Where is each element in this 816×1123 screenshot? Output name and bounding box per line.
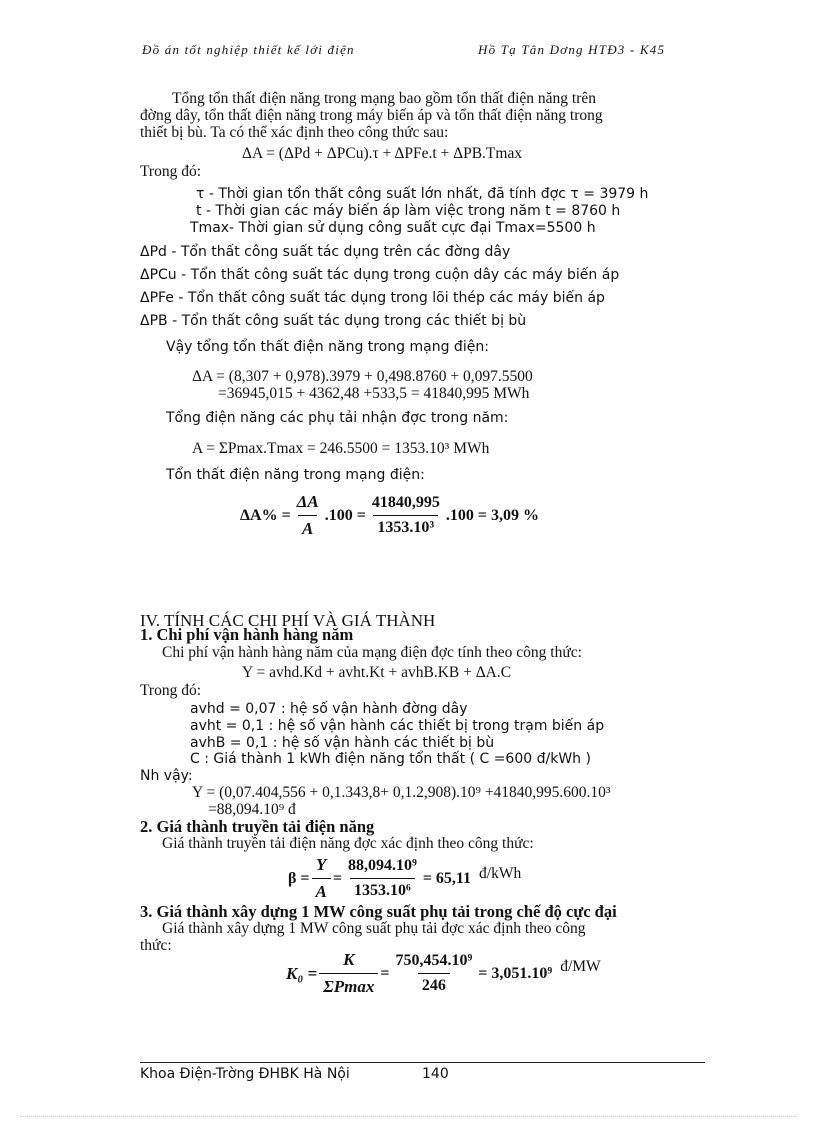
k0-den-2: 246 <box>418 973 450 995</box>
calc-y-line-1: Y = (0,07.404,556 + 0,1.343,8+ 0,1.2,908).10⁹ +41840,995.600.10³ <box>192 784 611 801</box>
beta-den-1: A <box>312 878 331 902</box>
sub1-title: 1. Chi phí vận hành hàng năm <box>140 625 354 644</box>
ton-that-mang-text: Tổn thất điện năng trong mạng điện: <box>166 467 425 483</box>
sub1-text: Chi phí vận hành hàng năm của mạng điện đợc tính theo công thức: <box>162 644 582 661</box>
trong-do-label-1: Trong đó: <box>140 163 202 180</box>
def-c: C : Giá thành 1 kWh điện năng tổn thất ( C =600 đ/kWh ) <box>190 751 591 767</box>
beta-unit: đ/kWh <box>479 865 522 882</box>
dapct-rhs: .100 = 3,09 % <box>445 506 539 524</box>
k0-eq: = <box>380 964 390 982</box>
vay-tong-text: Vậy tổng tổn thất điện năng trong mạng điện: <box>166 339 489 355</box>
def-avht: avht = 0,1 : hệ số vận hành các thiết bị trong trạm biến áp <box>190 718 605 734</box>
intro-line-3: thiết bị bù. Ta có thể xác định theo công thức sau: <box>140 124 449 141</box>
def-avhd: avhd = 0,07 : hệ số vận hành đờng dây <box>190 701 468 717</box>
beta-den-2: 1353.10⁶ <box>350 878 415 900</box>
sub3-text-line-2: thức: <box>140 937 172 954</box>
def-tau: τ - Thời gian tổn thất công suất lớn nhất, đã tính đợc τ = 3979 h <box>196 186 649 202</box>
sub3-text-line-1: Giá thành xây dựng 1 MW công suất phụ tải đợc xác định theo công <box>162 920 586 937</box>
def-dpfe: ΔPFe - Tổn thất công suất tác dụng trong lõi thép các máy biến áp <box>140 290 605 306</box>
k0-num-2: 750,454.10⁹ <box>395 952 473 969</box>
k0-rhs: = 3,051.10⁹ <box>478 964 553 982</box>
k0-den-1: ΣPmax <box>319 973 378 997</box>
beta-eq: = <box>332 869 343 887</box>
formula-k0 <box>286 950 601 997</box>
beta-frac-2 <box>344 857 421 900</box>
beta-num-2: 88,094.10⁹ <box>348 857 417 874</box>
k0-lhs: K₀ = <box>286 963 318 983</box>
dapct-den-1: A <box>298 515 317 539</box>
intro-line-1: Tổng tổn thất điện năng trong mạng bao gồm tổn thất điện năng trên <box>172 90 597 107</box>
beta-rhs: = 65,11 <box>422 869 472 887</box>
formula-y: Y = avhd.Kd + avht.Kt + avhB.KB + ΔA.C <box>242 664 512 681</box>
footer-left: Khoa Điện-Trờng ĐHBK Hà Nội <box>140 1066 350 1082</box>
sub2-text: Giá thành truyền tải điện năng đợc xác định theo công thức: <box>162 835 534 852</box>
dapct-mid: .100 = <box>324 506 366 524</box>
header-right: Hồ Tạ Tân Dơng HTĐ3 - K45 <box>478 42 666 57</box>
def-dpcu: ΔPCu - Tổn thất công suất tác dụng trong cuộn dây các máy biến áp <box>140 267 620 283</box>
k0-unit: đ/MW <box>560 958 601 975</box>
beta-frac-1 <box>312 855 331 902</box>
calc-delta-a-line-2: =36945,015 + 4362,48 +533,5 = 41840,995 MWh <box>218 385 530 402</box>
formula-a: A = ΣPmax.Tmax = 246.5500 = 1353.10³ MWh <box>192 440 490 457</box>
footer-rule <box>140 1062 705 1063</box>
page-bottom-border <box>20 1116 796 1117</box>
calc-y-line-2: =88,094.10⁹ đ <box>208 801 296 818</box>
intro-line-2: đờng dây, tổn thất điện năng trong máy biến áp và tổn thất điện năng trong <box>140 107 603 124</box>
dapct-frac-2 <box>368 494 444 537</box>
dapct-frac-1 <box>293 492 323 539</box>
beta-lhs: β = <box>288 869 310 887</box>
formula-delta-a: ΔA = (ΔPd + ΔPCu).τ + ΔPFe.t + ΔPB.Tmax <box>242 145 523 162</box>
dapct-num-1: ΔA <box>296 492 319 511</box>
def-dpb: ΔPB - Tổn thất công suất tác dụng trong các thiết bị bù <box>140 313 527 329</box>
sub2-title: 2. Giá thành truyền tải điện năng <box>140 817 375 836</box>
def-tmax: Tmax- Thời gian sử dụng công suất cực đại Tmax=5500 h <box>190 220 596 236</box>
k0-frac-2 <box>391 952 476 995</box>
trong-do-label-2: Trong đó: <box>140 682 202 699</box>
k0-frac-1 <box>319 950 378 997</box>
k0-num-1: K <box>343 950 355 969</box>
tong-dien-nang-text: Tổng điện năng các phụ tải nhận đợc trong năm: <box>166 410 509 426</box>
footer-page-number: 140 <box>422 1066 449 1082</box>
def-dpd: ΔPd - Tổn thất công suất tác dụng trên các đờng dây <box>140 244 511 260</box>
beta-num-1: Y <box>316 855 327 874</box>
header-left: Đồ án tốt nghiệp thiết kế lới điện <box>142 42 355 57</box>
nhu-vay-label: Nh vậy: <box>140 768 193 784</box>
def-avhb: avhB = 0,1 : hệ số vận hành các thiết bị bù <box>190 735 495 751</box>
formula-beta <box>288 855 521 902</box>
sub3-title: 3. Giá thành xây dựng 1 MW công suất phụ tải trong chế độ cực đại <box>140 902 617 921</box>
def-t: t - Thời gian các máy biến áp làm việc trong năm t = 8760 h <box>196 203 621 219</box>
section-iv-title: IV. TÍNH CÁC CHI PHÍ VÀ GIÁ THÀNH <box>140 611 436 630</box>
calc-delta-a-line-1: ΔA = (8,307 + 0,978).3979 + 0,498.8760 + 0,097.5500 <box>192 368 533 385</box>
dapct-den-2: 1353.10³ <box>373 515 438 537</box>
dapct-num-2: 41840,995 <box>371 494 440 511</box>
formula-delta-a-percent <box>240 492 539 539</box>
dapct-lhs: ΔA% = <box>240 506 291 524</box>
